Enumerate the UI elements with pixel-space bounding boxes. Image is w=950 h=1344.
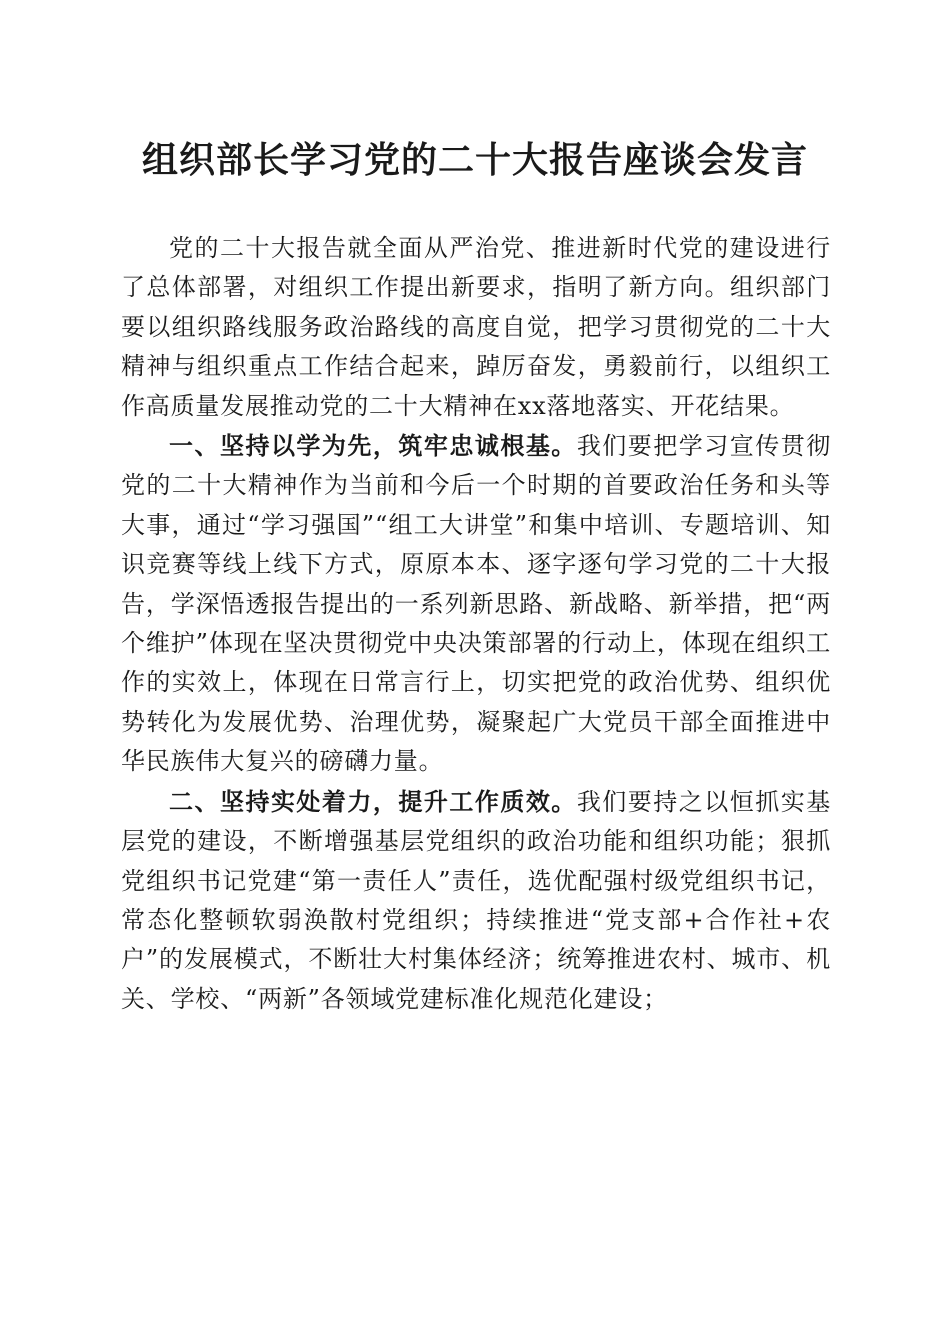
section-heading-1: 一、坚持以学为先，筑牢忠诚根基。	[169, 431, 577, 461]
section-body-1: 我们要把学习宣传贯彻党的二十大精神作为当前和今后一个时期的首要政治任务和头等大事，通过“学习强国”“组工大讲堂”和集中培训、专题培训、知识竞赛等线上线下方式，原原本本、逐字逐句学习党的二十大报告，学深悟透报告提出的一系列新思路、新战略、新举措，把“两个维护”体现在坚决贯彻党中央决策部署的行动上，体现在组织工作的实效上，体现在日常言行上，切实把党的政治优势、组织优势转化为发展优势、治理优势，凝聚起广大党员干部全面推进中华民族伟大复兴的磅礴力量。	[121, 432, 831, 776]
document-title: 组织部长学习党的二十大报告座谈会发言	[141, 139, 808, 181]
intro-paragraph: 党的二十大报告就全面从严治党、推进新时代党的建设进行了总体部署，对组织工作提出新要求，指明了新方向。组织部门要以组织路线服务政治路线的高度自觉，把学习贯彻党的二十大精神与组织重点工作结合起来，踔厉奋发，勇毅前行，以组织工作高质量发展推动党的二十大精神在xx落地落实、开花结果。	[121, 234, 831, 420]
section-heading-2: 二、坚持实处着力，提升工作质效。	[169, 786, 577, 816]
section-paragraph-1	[121, 426, 831, 782]
section-paragraph-2	[121, 782, 831, 1019]
document-body	[121, 229, 831, 1019]
section-body-2: 我们要持之以恒抓实基层党的建设，不断增强基层党组织的政治功能和组织功能；狠抓党组织书记党建“第一责任人”责任，选优配强村级党组织书记，常态化整顿软弱涣散村党组织；持续推进“党支部+合作社+农户”的发展模式，不断壮大村集体经济；统筹推进农村、城市、机关、学校、“两新”各领域党建标准化规范化建设；	[121, 787, 831, 1013]
